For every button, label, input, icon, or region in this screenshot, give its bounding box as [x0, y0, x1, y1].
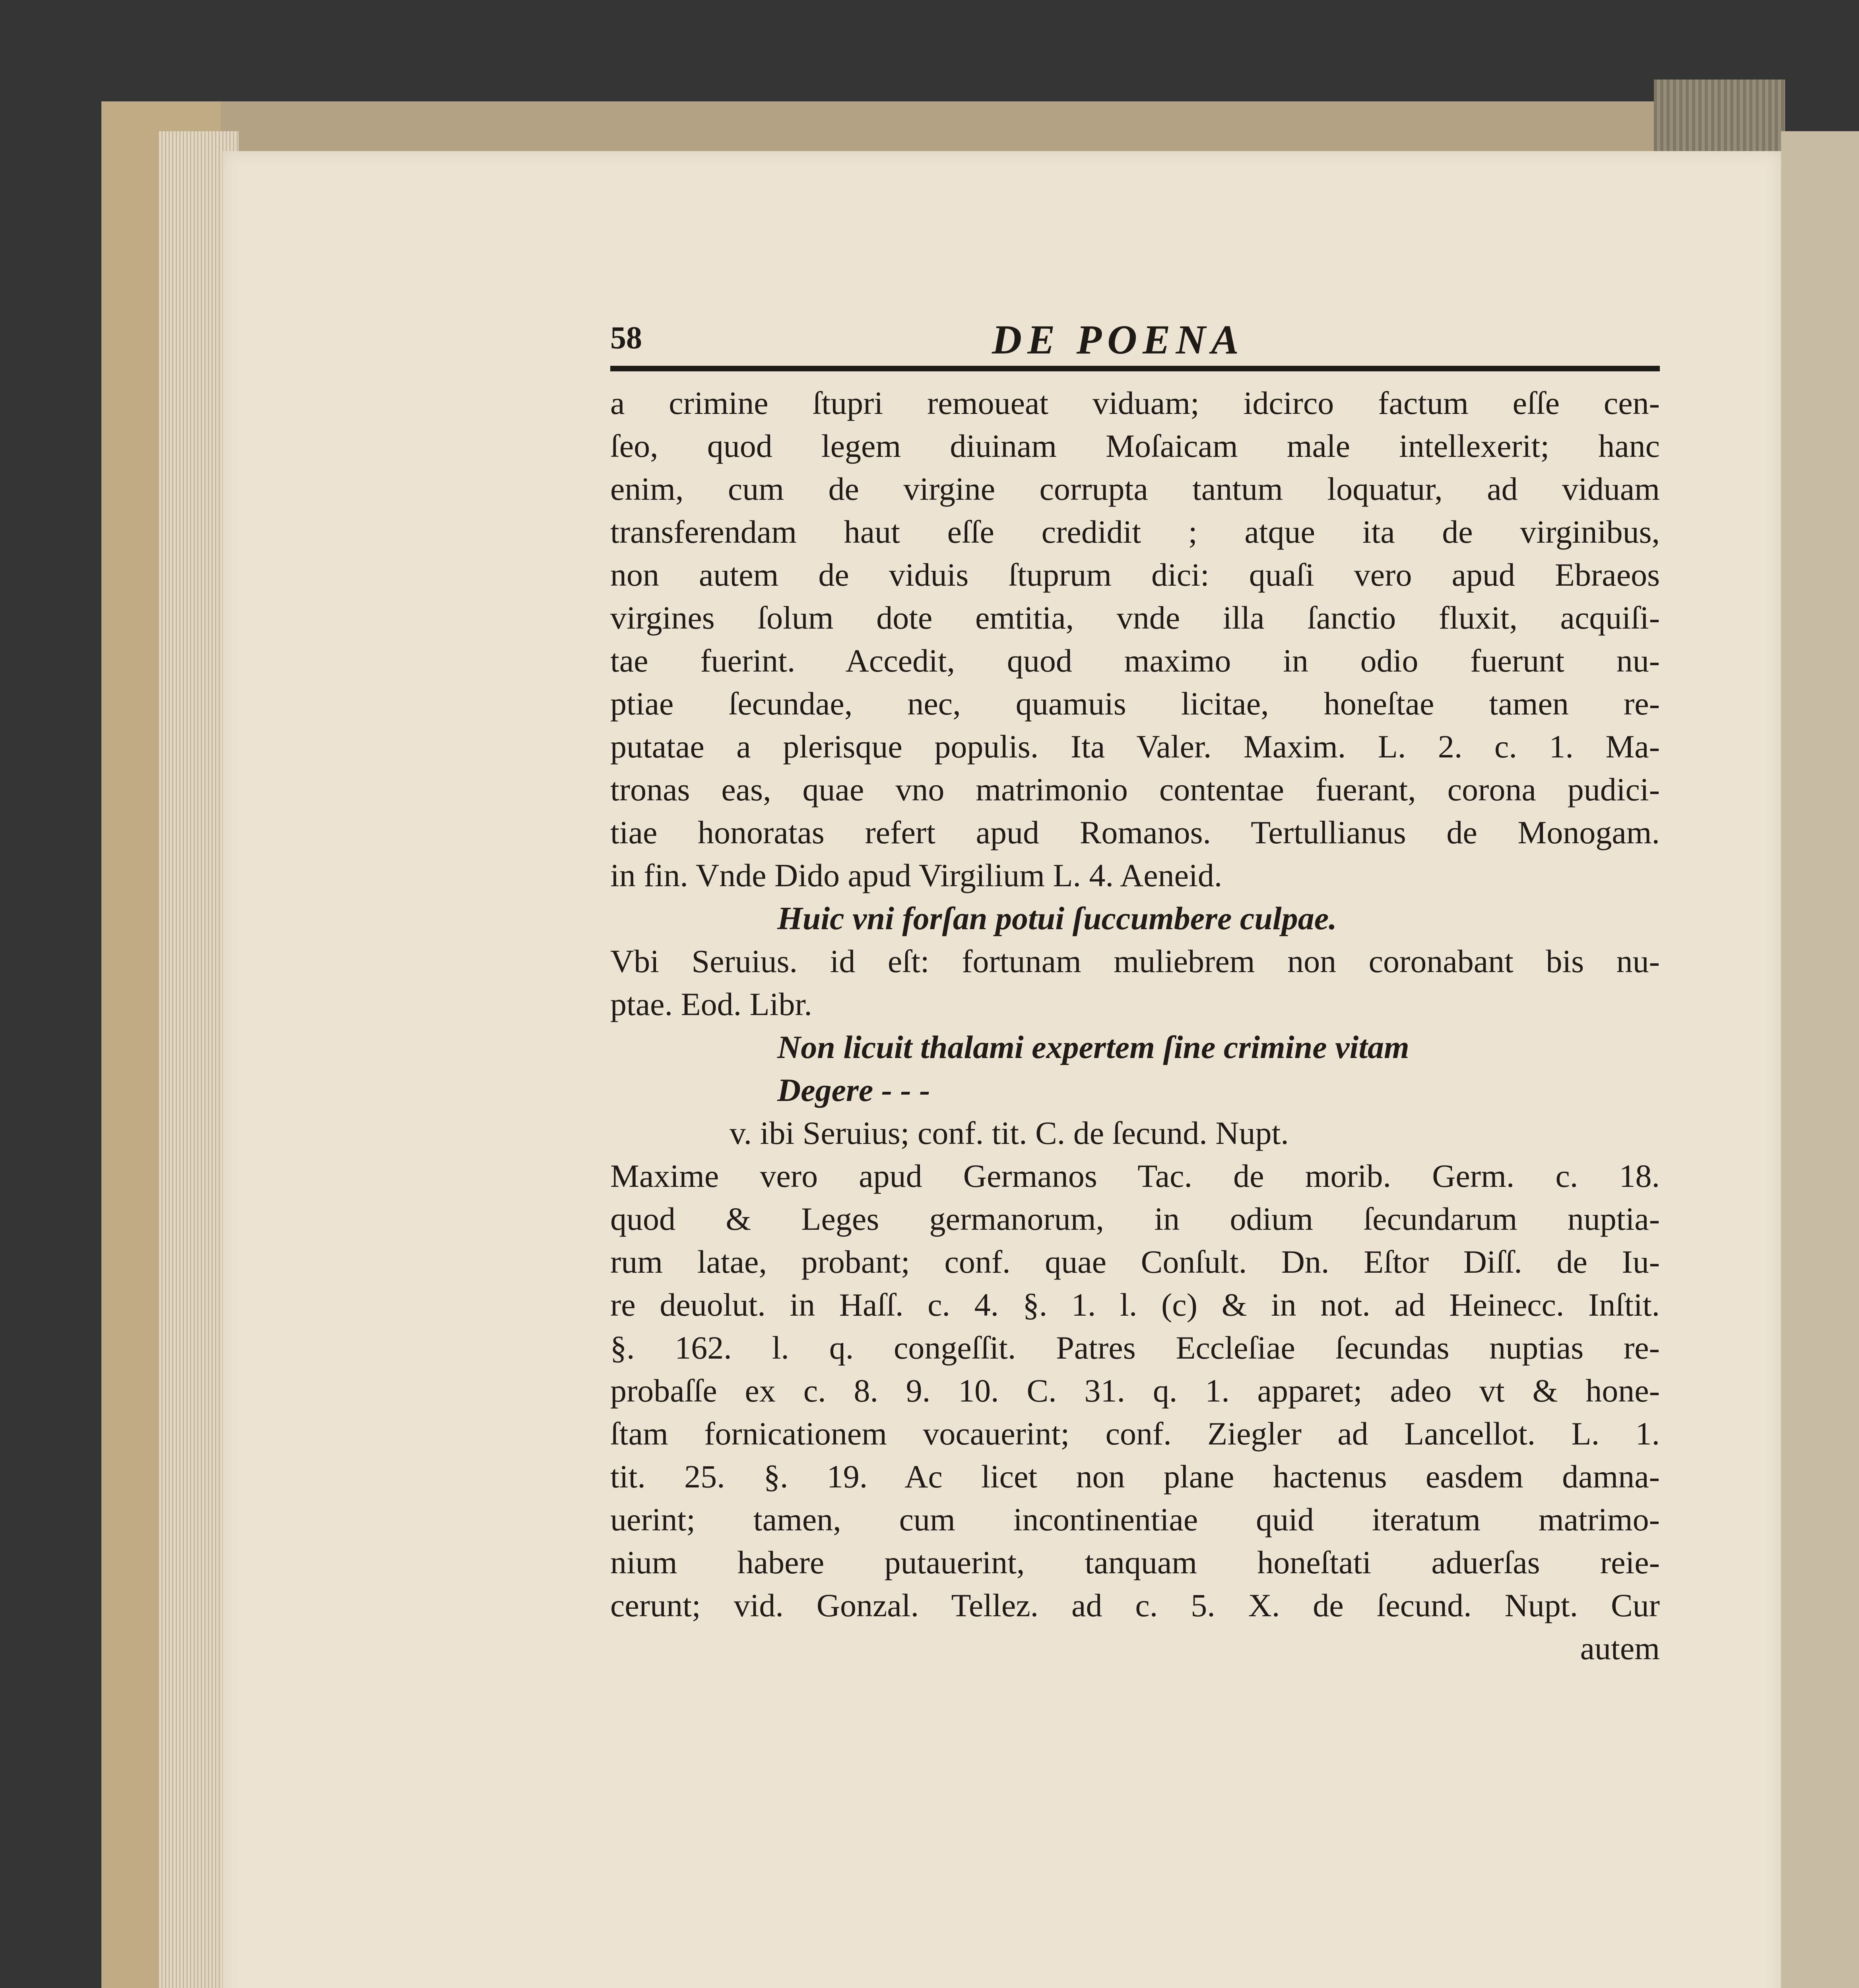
text-line: in fin. Vnde Dido apud Virgilium L. 4. Aeneid. [610, 857, 1223, 893]
text-line: putatae a plerisque populis. Ita Valer. Maxim. L. 2. c. 1. Ma- [610, 728, 1660, 765]
text-line: §. 162. l. q. congeſſit. Patres Eccleſiae ſecundas nuptias re- [610, 1330, 1660, 1366]
text-line: virgines ſolum dote emtitia, vnde illa ſanctio fluxit, acquiſi- [610, 600, 1660, 636]
text-line: tronas eas, quae vno matrimonio contentae fuerant, corona pudici- [610, 771, 1660, 808]
text-line: ſeo, quod legem diuinam Moſaicam male intellexerit; hanc [610, 428, 1660, 464]
facing-page-edge [1781, 131, 1859, 1988]
text-line: ptae. Eod. Libr. [610, 986, 812, 1022]
text-line: cerunt; vid. Gonzal. Tellez. ad c. 5. X. de ſecund. Nupt. Cur [610, 1587, 1660, 1623]
text-line: Vbi Seruius. id eſt: fortunam muliebrem non coronabant bis nu- [610, 943, 1660, 979]
body-text [610, 382, 1660, 1670]
verse-quote-line: Huic vni forſan potui ſuccumbere culpae. [777, 900, 1337, 936]
text-line: Maxime vero apud Germanos Tac. de morib. Germ. c. 18. [610, 1158, 1660, 1194]
text-line: enim, cum de virgine corrupta tantum loquatur, ad viduam [610, 471, 1660, 507]
text-line: transferendam haut eſſe credidit ; atque ita de virginibus, [610, 514, 1660, 550]
catchword: autem [1580, 1630, 1660, 1666]
text-line: tiae honoratas refert apud Romanos. Tertullianus de Monogam. [610, 814, 1660, 850]
verse-quote-line: Degere - - - [777, 1072, 930, 1108]
text-line: ptiae ſecundae, nec, quamuis licitae, honeſtae tamen re- [610, 685, 1660, 722]
text-line: quod & Leges germanorum, in odium ſecundarum nuptia- [610, 1201, 1660, 1237]
page-header [610, 316, 1662, 363]
text-line: nium habere putauerint, tanquam honeſtati aduerſas reie- [610, 1544, 1660, 1580]
text-line: v. ibi Seruius; conf. tit. C. de ſecund. Nupt. [730, 1115, 1289, 1151]
running-head: DE POENA [992, 317, 1244, 363]
text-line: tae fuerint. Accedit, quod maximo in odio fuerunt nu- [610, 643, 1660, 679]
text-line: ſtam fornicationem vocauerint; conf. Ziegler ad Lancellot. L. 1. [610, 1415, 1660, 1452]
text-line: re deuolut. in Haſſ. c. 4. §. 1. l. (c) & in not. ad Heinecc. Inſtit. [610, 1287, 1660, 1323]
text-line: uerint; tamen, cum incontinentiae quid iteratum matrimo- [610, 1501, 1660, 1538]
text-line: a crimine ſtupri remoueat viduam; idcirco factum eſſe cen- [610, 385, 1660, 421]
text-line: non autem de viduis ſtuprum dici: quaſi vero apud Ebraeos [610, 557, 1660, 593]
text-line: probaſſe ex c. 8. 9. 10. C. 31. q. 1. apparet; adeo vt & hone- [610, 1373, 1660, 1409]
verse-quote-line: Non licuit thalami expertem ſine crimine vitam [777, 1029, 1409, 1065]
text-line: tit. 25. §. 19. Ac licet non plane hactenus easdem damna- [610, 1458, 1660, 1495]
page-number: 58 [610, 320, 642, 355]
text-line: rum latae, probant; conf. quae Conſult. Dn. Eſtor Diſſ. de Iu- [610, 1244, 1660, 1280]
header-rule [610, 366, 1660, 371]
